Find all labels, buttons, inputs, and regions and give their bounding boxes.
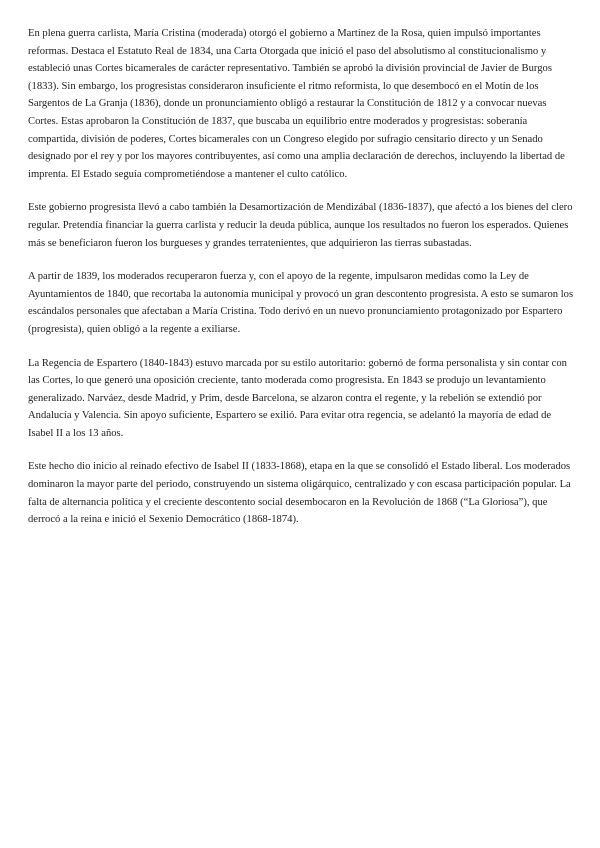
paragraph-2: Este gobierno progresista llevó a cabo también la Desamortización de Mendizábal (1836-1837), que afectó a los bienes del clero regular. Pretendía financiar la guerra carlista y reducir la deuda pública, aunque los resultados no fueron los esperados. Quienes más se beneficiaron fueron los burgueses y grandes terratenientes, que adquirieron las tierras subastadas.	[28, 202, 573, 249]
document-body	[28, 25, 574, 545]
paragraph-1: En plena guerra carlista, María Cristina (moderada) otorgó el gobierno a Martínez de la Rosa, quien impulsó importantes reformas. Destaca el Estatuto Real de 1834, una Carta Otorgada que inició el paso del absolutismo al constitucionalismo y estableció unas Cortes bicamerales de carácter representativo. También se aprobó la división provincial de Javier de Burgos (1833). Sin embargo, los progresistas consideraron insuficiente el ritmo reformista, lo que desembocó en el Motín de los Sargentos de La Granja (1836), donde un pronunciamiento obligó a restaurar la Constitución de 1812 y a convocar nuevas Cortes. Estas aprobaron la Constitución de 1837, que buscaba un equilibrio entre moderados y progresistas: soberanía compartida, división de poderes, Cortes bicamerales con un Congreso elegido por sufragio censitario directo y un Senado designado por el rey y por los mayores contribuyentes, así como una amplia declaración de derechos, incluyendo la libertad de imprenta. El Estado seguía comprometiéndose a mantener el culto católico.	[28, 28, 565, 180]
paragraph-5: Este hecho dio inicio al reinado efectivo de Isabel II (1833-1868), etapa en la que se consolidó el Estado liberal. Los moderados dominaron la mayor parte del periodo, construyendo un sistema oligárquico, centralizado y con escasa participación popular. La falta de alternancia política y el creciente descontento social desembocaron en la Revolución de 1868 (“La Gloriosa”), que derrocó a la reina e inició el Sexenio Democrático (1868-1874).	[28, 461, 571, 526]
paragraph-4: La Regencia de Espartero (1840-1843) estuvo marcada por su estilo autoritario: gobernó de forma personalista y sin contar con las Cortes, lo que generó una oposición creciente, tanto moderada como progresista. En 1843 se produjo un levantamiento generalizado. Narváez, desde Madrid, y Prim, desde Barcelona, se alzaron contra el regente, y la rebelión se extendió por Andalucía y Valencia. Sin apoyo suficiente, Espartero se exilió. Para evitar otra regencia, se adelantó la mayoría de edad de Isabel II a los 13 años.	[28, 357, 567, 439]
paragraph-3: A partir de 1839, los moderados recuperaron fuerza y, con el apoyo de la regente, impulsaron medidas como la Ley de Ayuntamientos de 1840, que recortaba la autonomía municipal y provocó un gran descontento progresista. A esto se sumaron los escándalos personales que afectaban a María Cristina. Todo derivó en un nuevo pronunciamiento protagonizado por Espartero (progresista), quien obligó a la regente a exiliarse.	[28, 271, 574, 335]
